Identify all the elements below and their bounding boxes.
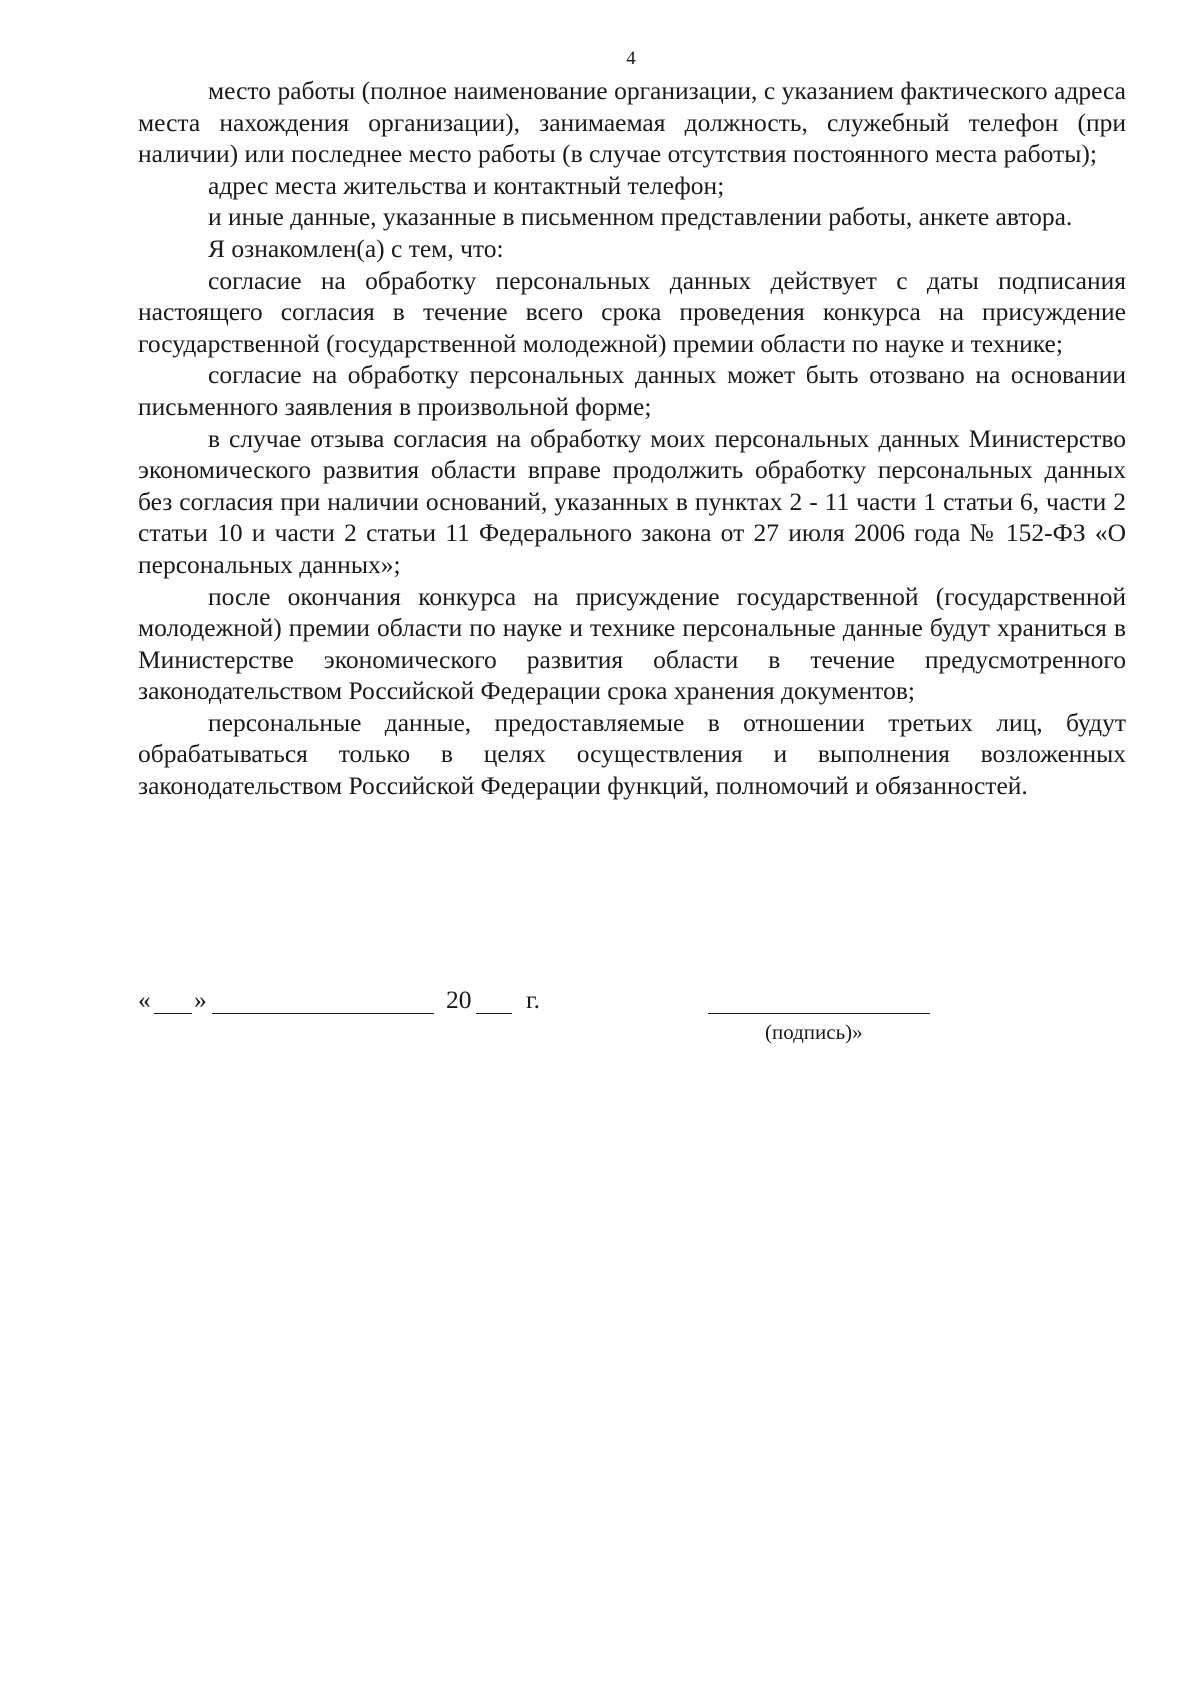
date-day-blank — [154, 1013, 192, 1014]
paragraph-consent-duration: согласие на обработку персональных данных действует с даты подписания настоящего согласия в течение всего срока проведения конкурса на присуждение государственной (государственной молодежной) премии области по науке и технике; — [138, 265, 1126, 358]
page-number: 4 — [626, 48, 636, 69]
paragraph-workplace: место работы (полное наименование организации, с указанием фактического адреса места нахождения организации), занимаемая должность, служебный телефон (при наличии) или последнее место работы (в случае отсутствия постоянного места работы); — [138, 76, 1126, 169]
date-month-blank — [212, 1013, 434, 1014]
date-quote-open: « — [138, 985, 151, 1014]
paragraph-revocation-consequences: в случае отзыва согласия на обработку моих персональных данных Министерство экономического развития области вправе продолжить обработку персональных данных без согласия при наличии оснований, указанных в пунктах 2 - 11 части 1 статьи 6, части 2 статьи 10 и части 2 статьи 11 Федерального закона от 27 июля 2006 года № 152-ФЗ «О персональных данных»; — [138, 423, 1126, 579]
date-year-prefix: 20 — [446, 985, 472, 1014]
paragraph-acknowledgement: Я ознакомлен(а) с тем, что: — [208, 233, 504, 263]
signature-blank — [708, 1013, 930, 1014]
signature-caption: (подпись)» — [765, 1020, 863, 1044]
date-year-blank — [476, 1013, 512, 1014]
paragraph-address: адрес места жительства и контактный телефон; — [208, 170, 725, 200]
signature-date-row — [138, 985, 1126, 1025]
paragraph-consent-revocation: согласие на обработку персональных данных может быть отозвано на основании письменного заявления в произвольной форме; — [138, 360, 1126, 421]
date-year-suffix: г. — [526, 985, 540, 1014]
document-body — [138, 75, 1126, 802]
paragraph-other-data: и иные данные, указанные в письменном представлении работы, анкете автора. — [208, 202, 1073, 232]
paragraph-data-retention: после окончания конкурса на присуждение государственной (государственной молодежной) премии области по науке и технике персональные данные будут храниться в Министерстве экономического развития области в течение предусмотренного законодательством Российской Федерации срока хранения документов; — [138, 581, 1126, 706]
paragraph-third-parties: персональные данные, предоставляемые в отношении третьих лиц, будут обрабатываться только в целях осуществления и выполнения возложенных законодательством Российской Федерации функций, полномочий и обязанностей. — [138, 707, 1126, 801]
date-quote-close: » — [194, 985, 207, 1014]
